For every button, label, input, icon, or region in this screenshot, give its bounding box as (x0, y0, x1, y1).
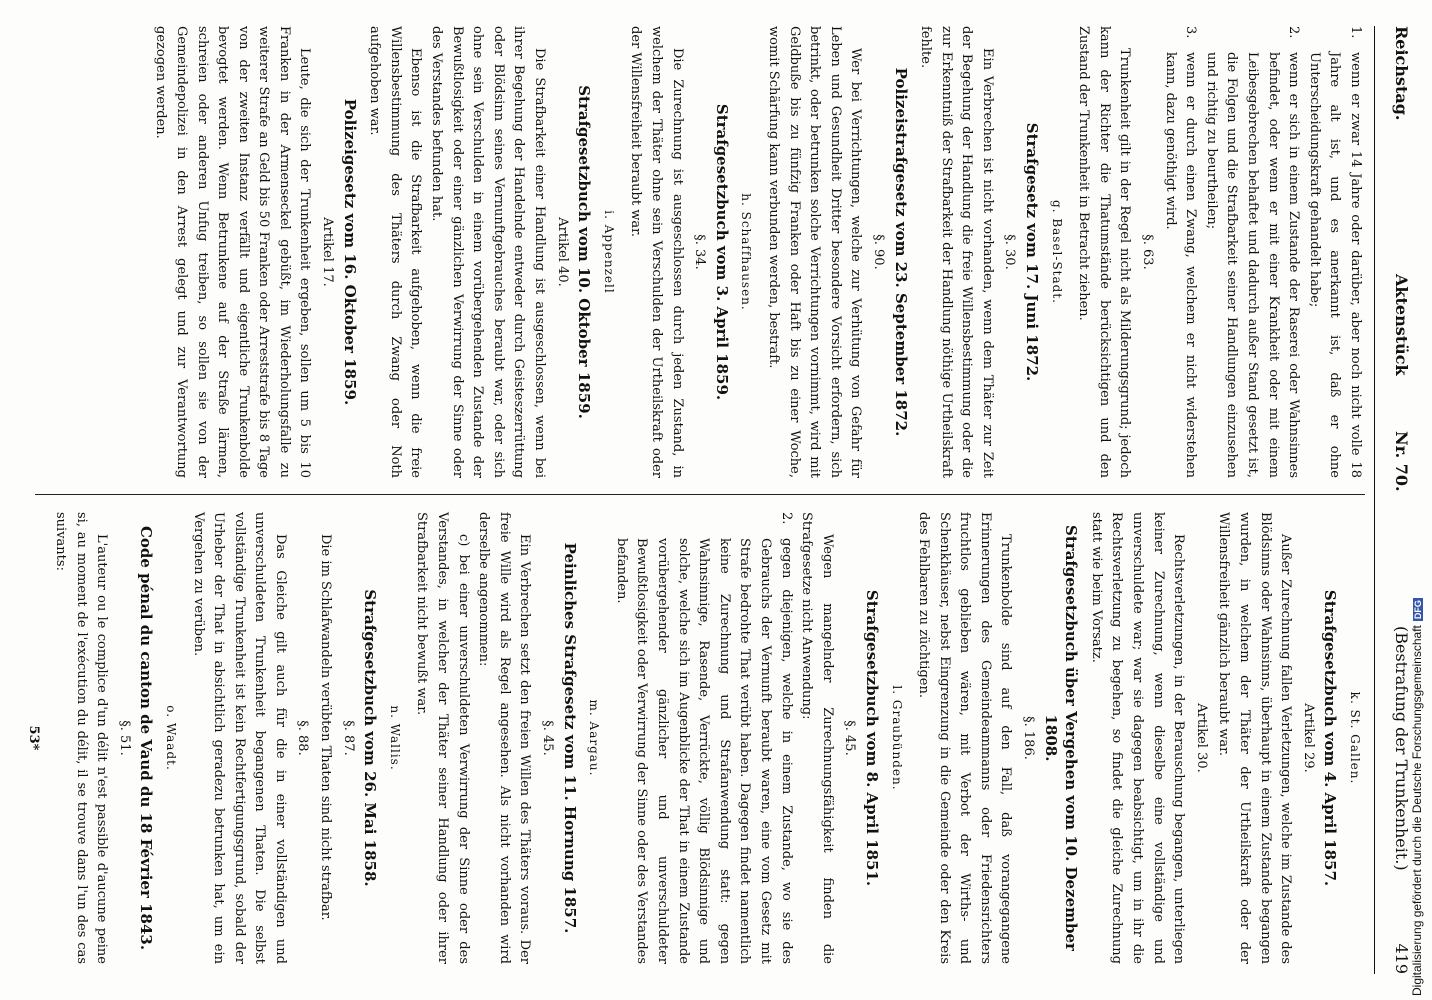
dfg-logo: DFG (1413, 600, 1423, 620)
paragraph: L'auteur ou le complice d'un délit n'est passible d'aucune peine si, au moment de l'exécution du délit, il se trouve dans l'un des cas suivants: (52, 512, 110, 964)
paragraph: Die Strafbarkeit einer Handlung ist ausgeschlossen, wenn bei ihrer Begehung der Handelnde entweder durch Geisteszerrüttung oder Blödsinn seines Vernunftgebrauches beraubt war, oder sich ohne sein Verschulden in einem vorübergehenden Zustande der Bewußtlosigkeit oder einer gänzlichen Verwirrung der Sinne oder des Verstandes befunden hat. (429, 26, 548, 478)
law-title: Peinliches Strafgesetz vom 11. Hornung 1857. (560, 542, 579, 934)
section-number: §. 186. (1021, 716, 1037, 760)
article-number: Artikel 30. (1193, 703, 1209, 773)
canton-heading: n. Wallis. (387, 705, 402, 771)
article-number: Artikel 17. (320, 217, 336, 287)
section-number: §. 45. (540, 720, 556, 756)
section-number: §. 34. (692, 234, 708, 270)
header-aktenstueck: Aktenstück (1392, 274, 1411, 376)
paragraph: Ein Verbrechen ist nicht vorhanden, wenn dem Thäter zur Zeit der Begehung der Handlung die freie Willensbestimmung oder die zur Erkenntniß der Strafbarkeit der Handlung nöthige Urtheilskraft fehlte. (918, 26, 995, 478)
paragraph: Ein Verbrechen setzt den freien Willen des Thäters voraus. Der freie Wille wird als Regel angesehen. Als nicht vorhanden wird derselbe angenommen: (476, 512, 533, 964)
canton-heading: l. Graubünden. (889, 685, 904, 791)
section-number: §. 88. (295, 720, 311, 756)
rotated-document-page (11, 12, 1421, 988)
section-number: §. 45. (842, 720, 858, 756)
paragraph: Das Gleiche gilt auch für die in einer vollständigen und unverschuldeten Trunkenheit begangenen Thaten. Die selbst vollständige Trunkenheit ist kein Rechtfertigungsgrund, sobald der Urheber der That in absichtlich geradezu betrunken hat, um ein Vergehen zu verüben. (190, 512, 288, 964)
signature-mark: 53* (26, 725, 42, 751)
law-title: Strafgesetzbuch vom 10. Oktober 1859. (575, 85, 594, 419)
law-title: Polizeigesetz vom 16. Oktober 1859. (340, 98, 359, 406)
paragraph: Leute, die sich der Trunkenheit ergeben, sollen um 5 bis 10 Franken in der Armenseckel gebüßt, im Wiederholungsfalle zu weiterer Strafe an Geld bis 50 Franken oder Arreststrafe bis 8 Tage von der zweiten Instanz verfällt und eigentliche Trunkenbolde bevogtet werden. Wenn Betrunkene auf der Straße lärmen, schreien oder anderen Unfug treiben, so sollen sie von der Gemeindepolizei in den Arrest gelegt und zur Verantwortung gezogen werden. (153, 26, 313, 478)
header-number: Nr. 70. (1392, 431, 1411, 492)
section-number: §. 63. (1140, 234, 1156, 270)
canton-heading: k. St. Gallen. (1348, 691, 1362, 785)
paragraph: Die Zurechnung ist ausgeschlossen durch jeden Zustand, in welchem der Thäter ohne sein Verschulden der Urtheilskraft oder der Willensfreiheit beraubt war. (628, 26, 685, 478)
section-number: §. 90. (870, 234, 886, 270)
law-title: Code pénal du canton de Vaud du 18 Février 1843. (137, 525, 156, 951)
section-number: §. 51. (116, 720, 132, 756)
law-title: Strafgesetzbuch vom 3. April 1859. (712, 103, 731, 401)
paragraph: Rechtsverletzungen, in der Berauschung begangen, unterliegen keiner Zurechnung, wenn dieselbe eine vollständige und unverschuldete war; war sie dagegen beabsichtigt, um in ihr die Rechtsverletzung zu begehen, so findet die gleiche Zurechnung statt wie beim Vorsatz. (1088, 512, 1187, 964)
law-title: Strafgesetzbuch vom 4. April 1857. (1321, 589, 1340, 887)
canton-heading: i. Appenzell (601, 210, 616, 294)
page-number: 419 (1392, 943, 1411, 974)
paragraph: Außer Zurechnung fallen Verletzungen, welche im Zustande des Blödsinns oder Wahnsinns, überhaupt in einem Zustande begangen wurden, in welchem der Thäter der Urtheilskraft oder der Willensfreiheit gänzlich beraubt war. (1216, 512, 1294, 964)
canton-heading: o. Waadt. (163, 705, 178, 771)
paragraph: Trunkenbolde sind auf den Fall, daß vorangegangene Erinnerungen des Gemeindeammanns oder Friedensrichters fruchtlos geblieben wären, mit Verbot der Wirths- und Schenkhäuser, nebst Eingrenzung in die Gemeinde oder den Kreis des Fehlbaren zu züchtigen. (916, 512, 1014, 964)
canton-heading: m. Aargau. (587, 699, 602, 777)
column-divider (35, 494, 1365, 495)
paragraph: Wer bei Verrichtungen, welche zur Verhütung von Gefahr für Leben und Gesundheit Dritter besondere Vorsicht erfordern, sich betrinkt, oder betrunken solche Verrichtungen vornimmt, wird mit Geldbuße bis zu fünfzig Franken oder Haft bis zu einer Woche, womit Schärfung kann verbunden werden, bestraft. (765, 26, 864, 478)
canton-heading: h. Schaffhausen. (739, 193, 754, 311)
article-number: Artikel 29. (1300, 703, 1316, 773)
credit-text: Digitalisierung gefördert durch die Deutsche ForschungsgemeinschaftDFG (1410, 600, 1424, 996)
digitization-credit (1408, 0, 1432, 1000)
paragraph: Wegen mangelnder Zurechnungsfähigkeit finden die Strafgesetze nicht Anwendung: (799, 512, 835, 964)
section-number: §. 30. (1002, 234, 1018, 270)
left-column (150, 26, 1365, 478)
law-title: Strafgesetzbuch vom 8. April 1851. (862, 589, 881, 887)
list-item: 3. wenn er durch einen Zwang, welchem er nicht widerstehen kann, dazu genöthigt wird. (1162, 26, 1199, 478)
list-item: 1. wenn er zwar 14 Jahre oder darüber, aber noch nicht volle 18 Jahre alt ist, und es anerkannt ist, daß er ohne Unterscheidungskraft gehandelt habe; (1306, 26, 1363, 478)
article-number: Artikel 40. (554, 217, 570, 287)
header-topic: (Bestrafung der Trunkenheit.) (1392, 626, 1411, 871)
canton-heading: g. Basel-Stadt. (1049, 200, 1064, 304)
list-item: 2. gegen diejenigen, welche in einem Zustande, wo sie des Gebrauchs der Vernunft beraubt waren, eine vom Gesetz mit Strafe bedrohte That verübt haben. Dagegen findet namentlich keine Zurechnung und Strafanwendung statt: gegen Wahnsinnige, Rasende, Verrückte, völlig Blödsinnige und solche, welche sich im Augenblicke der That in einem Zustande vorübergehender gänzlicher und unverschuldeter Bewußtlosigkeit oder Verwirrung der Sinne oder des Verstandes befanden. (613, 512, 794, 964)
law-title: Strafgesetzbuch über Vergehen vom 10. Dezember 1808. (1041, 525, 1081, 951)
header-reichstag: Reichstag. (1392, 26, 1411, 121)
paragraph: Trunkenheit gilt in der Regel nicht als Milderungsgrund; jedoch kann der Richter die Thatumstände berücksichtigen und den Zustand der Trunkenheit in Betracht ziehen. (1076, 26, 1133, 478)
list-item: 2. wenn er sich in einem Zustande der Raserei oder Wahnsinnes befindet, oder wenn er mit einer Krankheit oder mit einem Leibesgebrechen behaftet und dadurch außer Stand gesetzt ist, die Folgen und die Strafbarkeit seiner Handlungen einzusehen und richtig zu beurtheilen; (1203, 26, 1302, 478)
law-title: Strafgesetzbuch vom 26. Mai 1858. (361, 589, 380, 887)
paragraph: Ebenso ist die Strafbarkeit aufgehoben, wenn die freie Willensbestimmung des Thäters durch Zwang oder Noth aufgehoben war. (367, 26, 424, 478)
law-title: Polizeistrafgesetz vom 23. September 1872. (891, 67, 910, 437)
law-title: Strafgesetz vom 17. Juni 1872. (1023, 122, 1042, 382)
paragraph: Die im Schlafwandeln verübten Thaten sind nicht strafbar. (318, 534, 334, 921)
section-number: §. 87. (340, 720, 356, 756)
paragraph: c) bei einer unverschuldeten Verwirrung der Sinne oder des Verstandes, in welcher der Thäter seiner Handlung oder ihrer Strafbarkeit nicht bewußt war. (414, 512, 471, 964)
right-column (23, 512, 1365, 964)
